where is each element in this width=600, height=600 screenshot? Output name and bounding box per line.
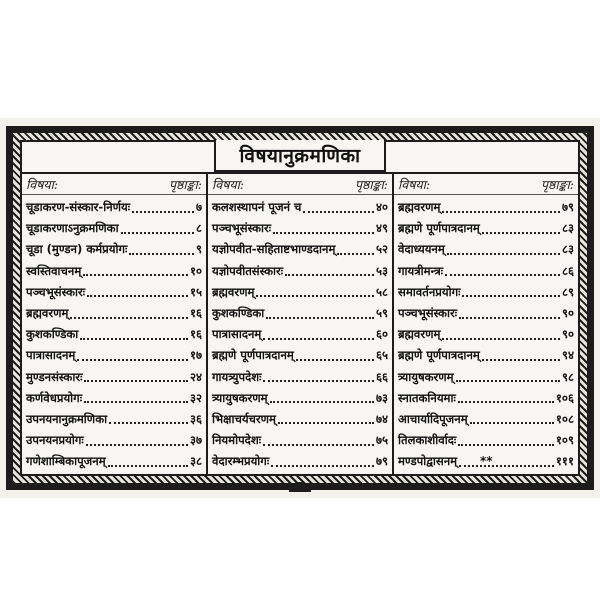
entry-page-number: ८६ (561, 263, 574, 278)
index-entry (212, 388, 388, 409)
entry-page-number: १६ (189, 327, 202, 342)
entry-title: नियमोपदेशः (212, 433, 262, 448)
entry-title: स्वस्तिवाचनम् (26, 263, 82, 278)
entry-page-number: ४० (375, 200, 388, 214)
index-entry (398, 388, 574, 409)
entry-title: मण्डपोद्वासनम् (398, 454, 458, 469)
entry-page-number: १०९ (555, 433, 574, 448)
leader-dots (462, 295, 559, 297)
index-entry (398, 218, 574, 239)
entry-page-number: १११ (555, 454, 574, 469)
index-column-2 (206, 174, 392, 474)
index-entry (398, 261, 574, 282)
index-table (20, 140, 580, 476)
entry-title: पञ्चभूसंस्कारः (398, 305, 458, 320)
entry-title: चूडा (मुण्डन) कर्मप्रयोगः (26, 242, 128, 257)
leader-dots (470, 422, 554, 424)
index-entry (26, 409, 202, 430)
book-page (0, 118, 600, 498)
leader-dots (442, 338, 560, 340)
column-header (22, 176, 206, 195)
entry-page-number: ५२ (375, 242, 388, 257)
leader-dots (458, 401, 554, 403)
leader-dots (263, 444, 374, 446)
index-entry (212, 282, 388, 303)
entry-title: समावर्तनप्रयोगः (398, 284, 461, 299)
leader-dots (84, 401, 188, 403)
entry-title: चूडाकरण-संस्कार-निर्णयः (26, 200, 131, 214)
leader-dots (482, 232, 560, 234)
entry-title: भिक्षाचर्यचरणम् (212, 411, 276, 426)
binding-notch (289, 482, 311, 492)
entry-title: ब्रह्मणे पूर्णपात्रदानम् (398, 221, 480, 236)
entry-page-number: ७९ (375, 454, 388, 469)
index-entry (26, 197, 202, 218)
index-entry (398, 367, 574, 388)
entry-title: पात्रासादनम् (26, 348, 76, 363)
entry-title: ब्रह्मवरणम् (398, 327, 441, 342)
entry-page-number: ९४ (561, 348, 574, 363)
entry-page-number: ३८ (189, 454, 202, 469)
entry-title: उपनयनप्रयोगः (26, 433, 84, 448)
entry-title: चूडाकरणाऽनुक्रमणिका (26, 221, 119, 236)
index-entry (26, 388, 202, 409)
leader-dots (86, 444, 188, 446)
leader-dots (459, 465, 554, 467)
index-columns (22, 172, 578, 474)
leader-dots (442, 211, 560, 213)
page-header: पृष्ठाङ्का: (540, 177, 574, 192)
entry-page-number: १७ (189, 348, 202, 363)
leader-dots (129, 253, 194, 255)
index-entry (212, 409, 388, 430)
entry-title: यज्ञोपवीत-सहिताष्टभाण्डदानम् (212, 242, 336, 257)
entry-page-number: ६५ (375, 348, 388, 363)
index-entry (398, 324, 574, 345)
leader-dots (80, 338, 188, 340)
index-entry (212, 218, 388, 239)
entry-title: वेदाध्ययनम् (398, 242, 445, 257)
index-entry (26, 218, 202, 239)
entry-title: आचार्यादिपूजनम् (398, 411, 468, 426)
leader-dots (447, 253, 560, 255)
entry-page-number: १०६ (555, 390, 574, 405)
entry-page-number: ५३ (375, 263, 388, 278)
index-entry (26, 367, 202, 388)
leader-dots (273, 232, 374, 234)
entry-page-number: ९० (561, 305, 574, 320)
entry-page-number: ६० (375, 327, 388, 342)
entry-title: ब्रह्मवरणम् (26, 305, 69, 320)
entry-page-number: ७ (195, 200, 202, 214)
leader-dots (77, 359, 188, 361)
leader-dots (296, 359, 374, 361)
leader-dots (482, 359, 560, 361)
index-entry (212, 239, 388, 260)
index-entry (212, 345, 388, 366)
entry-title: गायत्रीमन्त्रः (398, 263, 444, 278)
entry-title: उपनयनानुक्रमणिका (26, 411, 108, 426)
index-entry (26, 430, 202, 451)
leader-dots (263, 380, 373, 382)
entry-page-number: ८३ (561, 221, 574, 236)
page-title: विषयानुक्रमणिका (239, 145, 361, 167)
subject-header: विषया: (398, 177, 431, 192)
leader-dots (108, 465, 188, 467)
entry-title: गणेशाम्बिकापूजनम् (26, 454, 106, 469)
index-entry (212, 303, 388, 324)
entry-title: ब्रह्मणे पूर्णपात्रदानम् (212, 348, 294, 363)
entry-title: पञ्चभूसंस्कारः (26, 284, 86, 299)
leader-dots (256, 295, 374, 297)
index-entry (26, 451, 202, 472)
index-entry (26, 303, 202, 324)
entry-page-number: ८९ (561, 284, 574, 299)
entry-title: कुशकण्डिका (212, 305, 265, 320)
entry-title: यज्ञोपवीतसंस्कारः (212, 263, 284, 278)
index-entry (212, 324, 388, 345)
title-box (214, 140, 386, 172)
entry-title: वेदारम्भप्रयोगः (212, 454, 270, 469)
leader-dots (263, 338, 374, 340)
entry-title: कुशकण्डिका (26, 327, 79, 342)
index-entry (212, 430, 388, 451)
entry-page-number: ७९ (561, 200, 574, 214)
leader-dots (271, 465, 374, 467)
subject-header: विषया: (26, 177, 59, 192)
leader-dots (459, 317, 560, 319)
column-header (208, 176, 392, 195)
leader-dots (87, 295, 188, 297)
leader-dots (70, 317, 188, 319)
index-entry (398, 409, 574, 430)
entry-page-number: १०८ (555, 411, 574, 426)
entry-page-number: ८३ (561, 242, 574, 257)
leader-dots (84, 380, 188, 382)
leader-dots (303, 211, 374, 213)
subject-header: विषया: (212, 177, 245, 192)
leader-dots (121, 232, 194, 234)
leader-dots (270, 401, 374, 403)
entry-title: त्र्यायुषकरणम् (212, 390, 268, 405)
entry-title: ब्रह्मणे पूर्णपात्रदानम् (398, 348, 480, 363)
page-header: पृष्ठाङ्का: (354, 177, 388, 192)
leader-dots (109, 422, 188, 424)
index-entry (212, 451, 388, 472)
index-entry (398, 345, 574, 366)
leader-dots (445, 274, 560, 276)
decorative-border (6, 126, 594, 490)
leader-dots (83, 274, 188, 276)
entry-page-number: १० (189, 263, 202, 278)
entry-page-number: ९८ (561, 369, 574, 384)
entry-title: पञ्चभूसंस्कारः (212, 221, 272, 236)
index-entry (212, 197, 388, 218)
entry-page-number: ४९ (375, 221, 388, 236)
index-entry (398, 197, 574, 218)
entry-page-number: ३६ (189, 411, 202, 426)
entry-page-number: १६ (189, 305, 202, 320)
index-entry (212, 261, 388, 282)
index-entry (26, 282, 202, 303)
entry-title: गायत्र्युपदेशः (212, 369, 262, 384)
index-entry (212, 367, 388, 388)
leader-dots (337, 253, 374, 255)
index-entry (398, 282, 574, 303)
page-header: पृष्ठाङ्का: (168, 177, 202, 192)
leader-dots (132, 211, 194, 213)
entry-page-number: ९ (195, 242, 202, 257)
entry-title: ब्रह्मवरणम् (212, 284, 255, 299)
entry-title: पात्रासादनम् (212, 327, 262, 342)
leader-dots (266, 317, 374, 319)
entry-page-number: ७३ (375, 390, 388, 405)
entry-title: कर्णवेधप्रयोगः (26, 390, 83, 405)
entry-page-number: ६६ (375, 369, 388, 384)
column-header (394, 176, 578, 195)
entry-page-number: ५८ (375, 284, 388, 299)
entry-page-number: ३२ (189, 390, 202, 405)
leader-dots (285, 274, 374, 276)
entry-page-number: ९० (561, 327, 574, 342)
leader-dots (456, 380, 560, 382)
index-entry (26, 324, 202, 345)
entry-page-number: ७५ (375, 433, 388, 448)
index-column-1 (22, 174, 206, 474)
entry-page-number: ५९ (375, 305, 388, 320)
entry-page-number: ७४ (375, 411, 388, 426)
leader-dots (458, 444, 554, 446)
footer-mark: ** (480, 454, 493, 468)
entry-title: तिलकाशीर्वादः (398, 433, 457, 448)
entry-title: कलशस्थापनं पूजनं च (212, 200, 302, 214)
index-entry (26, 239, 202, 260)
leader-dots (278, 422, 374, 424)
index-entry (398, 239, 574, 260)
entry-page-number: २४ (189, 369, 202, 384)
entry-title: त्र्यायुषकरणम् (398, 369, 454, 384)
entry-page-number: ८ (195, 221, 202, 236)
index-entry (26, 345, 202, 366)
index-column-3 (392, 174, 578, 474)
entry-page-number: १५ (189, 284, 202, 299)
entry-page-number: ३७ (189, 433, 202, 448)
index-entry (398, 430, 574, 451)
index-entry (26, 261, 202, 282)
entry-title: मुण्डनसंस्कारः (26, 369, 83, 384)
index-entry (398, 303, 574, 324)
entry-title: स्नातकनियमाः (398, 390, 456, 405)
entry-title: ब्रह्मवरणम् (398, 200, 441, 214)
